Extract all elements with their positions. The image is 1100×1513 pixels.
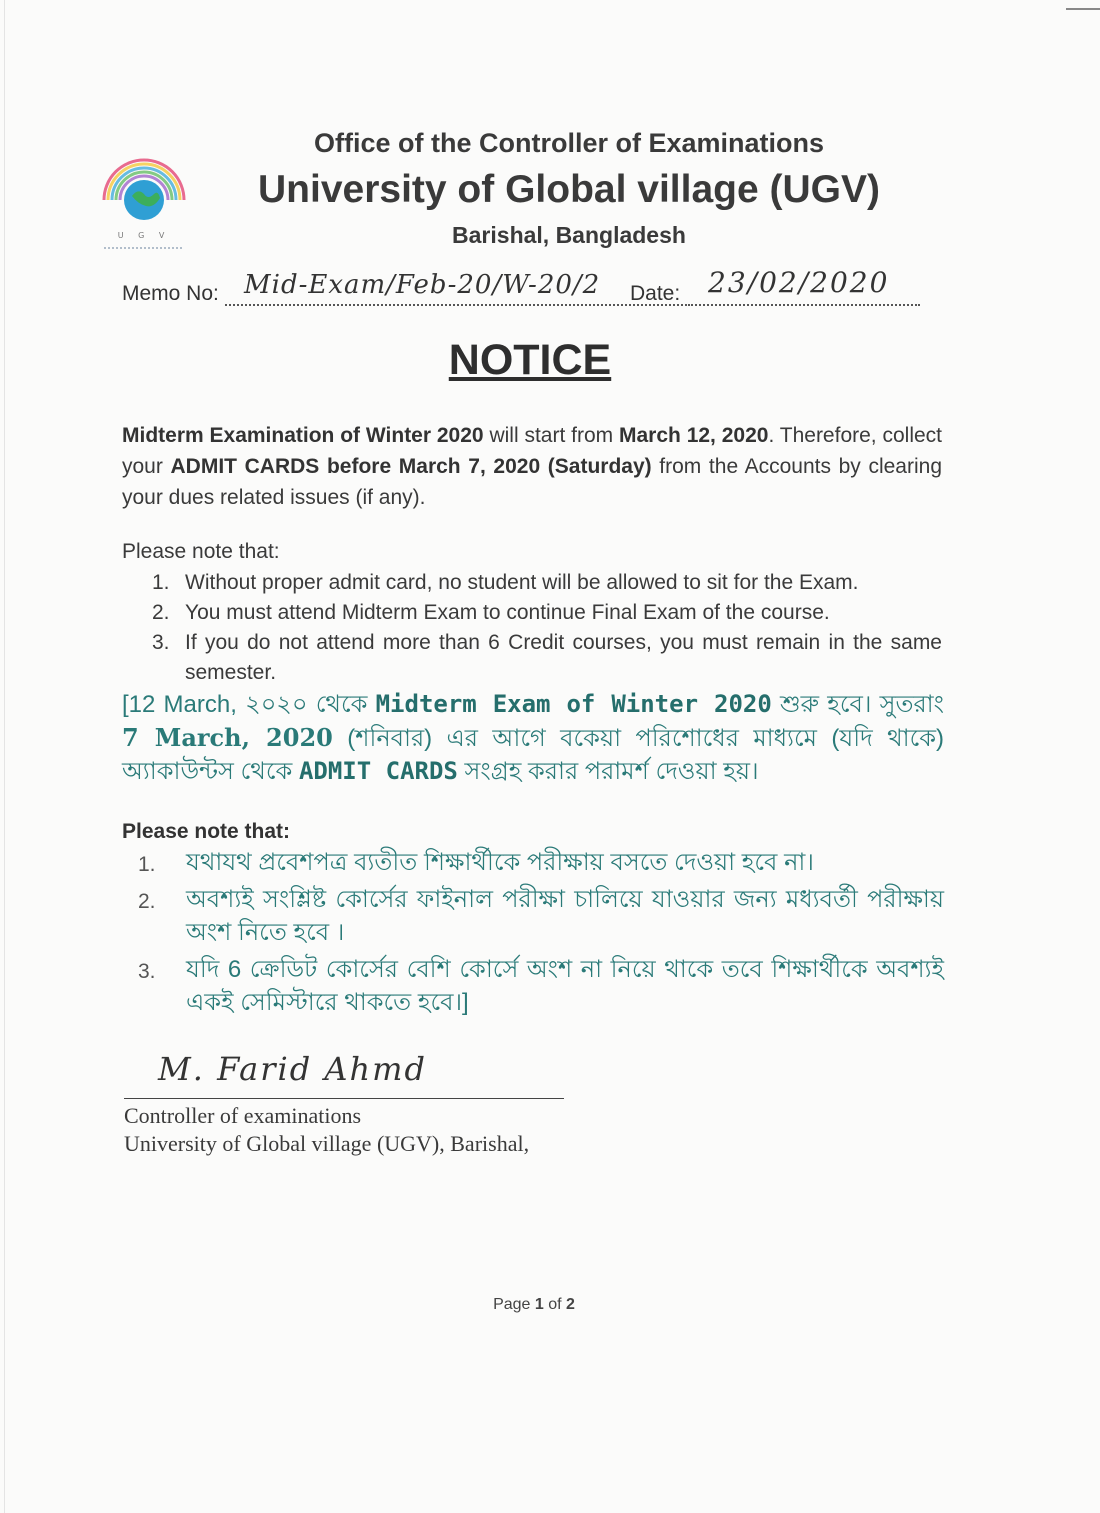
- intro-paragraph: [122, 420, 942, 513]
- list-number: 3.: [138, 960, 156, 983]
- office-title: Office of the Controller of Examinations: [313, 128, 825, 158]
- memo-label: Memo No:: [122, 282, 219, 305]
- page-word: Page: [493, 1296, 535, 1313]
- date-value: 23/02/2020: [708, 266, 890, 299]
- notice-title: NOTICE: [448, 336, 612, 384]
- memo-number: Mid-Exam/Feb-20/W-20/2: [244, 270, 601, 300]
- scan-edge-mark: [1066, 8, 1100, 10]
- list-item: [152, 598, 942, 628]
- list-number: 2.: [152, 601, 170, 624]
- intro-text-2: . Therefore, collect your: [122, 424, 943, 478]
- list-number: 1.: [152, 571, 170, 594]
- list-item: [152, 628, 942, 688]
- list-item: [138, 883, 944, 949]
- university-location: Barishal, Bangladesh: [452, 222, 686, 248]
- list-item: [152, 568, 942, 598]
- list-item: [138, 846, 944, 879]
- intro-start-date: March 12, 2020: [619, 424, 769, 447]
- list-item-text: অবশ্যই সংশ্লিষ্ট কোর্সের ফাইনাল পরীক্ষা চালিয়ে যাওয়ার জন্য মধ্যবর্তী পরীক্ষায় অংশ নিতে হবে ।: [186, 886, 944, 946]
- page-total: 2: [566, 1296, 575, 1313]
- date-dotted-line: [688, 304, 920, 306]
- bangla-deadline: 7 March, 2020: [122, 723, 333, 752]
- bangla-text-4: সংগ্রহ করার পরামর্শ দেওয়া হয়।: [457, 758, 759, 785]
- intro-exam-name: Midterm Examination of Winter 2020: [122, 424, 484, 447]
- date-label: Date:: [630, 282, 681, 305]
- handwritten-signature: M. Farid Ahmd: [158, 1050, 427, 1088]
- list-number: 3.: [152, 631, 170, 654]
- page-current: 1: [534, 1296, 544, 1313]
- bangla-text-1: [12 March, ২০২০ থেকে: [122, 691, 376, 718]
- memo-dotted-line: [225, 304, 687, 306]
- signatory-block: [124, 1102, 529, 1158]
- list-item-text: যথাযথ প্রবেশপত্র ব্যতীত শিক্ষার্থীকে পরীক্ষায় বসতে দেওয়া হবে না।: [186, 849, 814, 876]
- list-item-text: You must attend Midterm Exam to continue Final Exam of the course.: [185, 601, 830, 624]
- list-item-text: Without proper admit card, no student will be allowed to sit for the Exam.: [185, 571, 859, 594]
- intro-text-3: from the Accounts by clearing your dues related issues (if any).: [122, 455, 942, 509]
- intro-text-1: will start from: [483, 424, 619, 447]
- signatory-role: Controller of examinations: [124, 1103, 362, 1128]
- list-item-text: If you do not attend more than 6 Credit courses, you must remain in the same semester.: [185, 631, 942, 684]
- university-name: University of Global village (UGV): [258, 168, 880, 211]
- signature-line: [124, 1098, 564, 1099]
- bangla-text-2: শুরু হবে। সুতরাং: [771, 691, 944, 718]
- intro-deadline: ADMIT CARDS before March 7, 2020 (Saturday): [170, 455, 652, 478]
- bangla-text-3: (শনিবার) এর আগে বকেয়া পরিশোধের মাধ্যমে (যদি থাকে) অ্যাকাউন্টস থেকে: [122, 725, 945, 785]
- signatory-institution: University of Global village (UGV), Barishal,: [124, 1131, 530, 1156]
- logo-letters: U G V: [117, 231, 171, 240]
- list-number: 1.: [138, 853, 156, 876]
- english-points-list: [152, 568, 942, 688]
- list-number: 2.: [138, 890, 156, 913]
- bangla-points-list: [138, 846, 944, 1023]
- note-heading-bangla: Please note that:: [122, 820, 291, 843]
- page-of-word: of: [543, 1296, 567, 1313]
- list-item: [138, 953, 944, 1019]
- page-number: [0, 1296, 1068, 1314]
- bangla-paragraph: [122, 688, 944, 788]
- bangla-exam-name: Midterm Exam of Winter 2020: [375, 690, 772, 718]
- list-item-text: যদি 6 ক্রেডিট কোর্সের বেশি কোর্সে অংশ না নিয়ে থাকে তবে শিক্ষার্থীকে অবশ্যই একই সেমিস্টারে থাকতে হবে।]: [186, 956, 944, 1016]
- note-heading: Please note that:: [122, 540, 280, 563]
- bangla-admit-cards: ADMIT CARDS: [298, 757, 458, 785]
